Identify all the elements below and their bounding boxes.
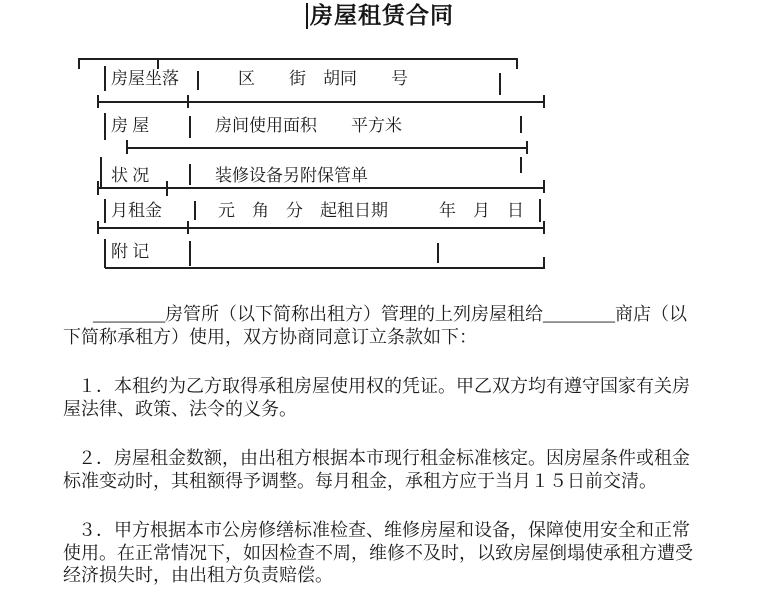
table-border-segment [98, 101, 545, 103]
page-title: 房屋租赁合同 [310, 3, 454, 28]
table-border-segment [437, 243, 439, 263]
table-border-segment [187, 221, 189, 234]
table-row-content: 房间使用面积 平方米 [215, 116, 402, 135]
table-border-segment [520, 157, 522, 173]
table-border-segment [104, 199, 106, 223]
table-border-segment [189, 164, 191, 185]
table-row-label: 月租金 [111, 201, 162, 220]
table-border-segment [97, 181, 99, 195]
table-border-segment [543, 95, 545, 108]
table-border-segment [543, 221, 545, 234]
table-border-segment [539, 199, 541, 222]
table-border-segment [100, 157, 102, 187]
table-border-segment [166, 181, 168, 196]
table-border-segment [189, 116, 191, 138]
form-table [0, 0, 760, 290]
table-border-segment [97, 95, 99, 108]
table-border-segment [189, 241, 191, 266]
table-border-segment [126, 140, 128, 154]
table-border-segment [127, 147, 527, 149]
contract-body [63, 303, 703, 614]
table-border-segment [105, 267, 545, 269]
table-row-label: 附 记 [111, 242, 150, 261]
table-border-segment [104, 257, 106, 268]
paragraph-clause-3: ３．甲方根据本市公房修缮标准检查、维修房屋和设备，保障使用安全和正常使用。在正常情况下，如因检查不周，维修不及时，以致房屋倒塌使承租方遭受经济损失时，由出租方负责赔偿。 [63, 520, 693, 585]
table-row-label: 房屋坐落 [111, 69, 179, 88]
table-border-segment [197, 71, 199, 90]
table-border-segment [78, 58, 80, 69]
table-border-segment [98, 227, 545, 229]
table-row-content: 装修设备另附保管单 [215, 166, 368, 185]
table-border-segment [543, 257, 545, 268]
table-border-segment [97, 221, 99, 234]
table-border-segment [104, 66, 106, 91]
table-border-segment [499, 73, 501, 95]
table-border-segment [104, 113, 106, 140]
table-border-segment [187, 95, 189, 108]
table-border-segment [194, 201, 196, 220]
paragraph-clause-1: １．本租约为乙方取得承租房屋使用权的凭证。甲乙双方均有遵守国家有关房屋法律、政策、法令的义务。 [63, 376, 690, 419]
table-border-segment [543, 180, 545, 193]
table-row-content: 元 角 分 起租日期 年 月 日 [218, 201, 524, 220]
table-border-segment [516, 58, 518, 69]
table-border-segment [520, 116, 522, 133]
table-row-content: 区 街 胡同 号 [238, 69, 408, 88]
table-row-label: 房 屋 [111, 116, 150, 135]
table-border-segment [78, 58, 518, 60]
table-border-segment [157, 58, 159, 69]
paragraph-clause-2: ２．房屋租金数额，由出租方根据本市现行租金标准核定。因房屋条件或租金标准变动时，其租额得予调整。每月租金，承租方应于当月１５日前交清。 [63, 448, 690, 491]
paragraph-intro: ________房管所（以下简称出租方）管理的上列房屋租给________商店（以下简称承租方）使用，双方协商同意订立条款如下： [63, 304, 687, 347]
table-row-label: 状 况 [111, 166, 150, 185]
table-border-segment [526, 141, 528, 154]
